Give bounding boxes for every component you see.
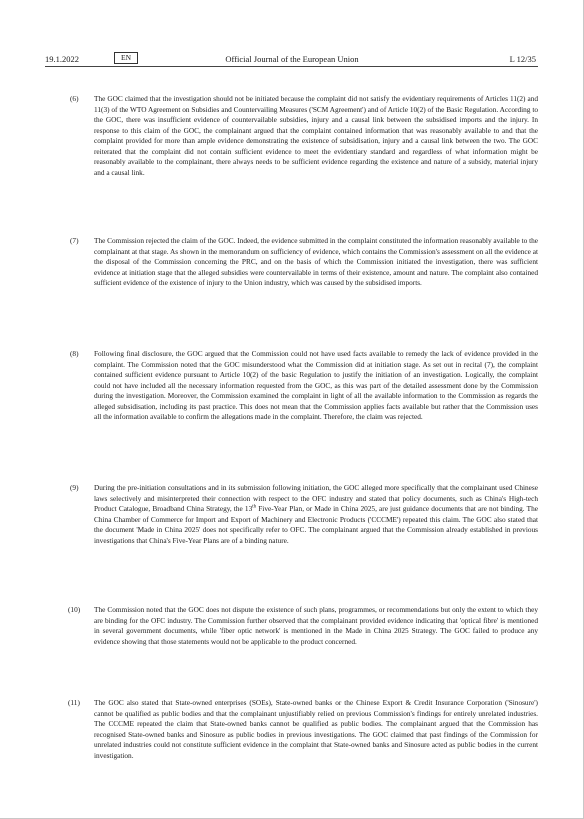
recital-text bbox=[94, 483, 538, 546]
recital-text-part: During the pre-initiation consultations and in its submission following initiation, the GOC alleged more specifically that the complainant used Chinese laws selectively and misinterpreted their connection with respect to the OFC industry and stated that policy documents, such as China's High-tech Product Catalogue, Broadband China Strategy, the 13 bbox=[94, 483, 538, 513]
recital-text: The Commission noted that the GOC does not dispute the existence of such plans, programmes, or recommendations but only the extent to which they are binding for the OFC industry. The Commission further observed that the complainant provided evidence indicating that 'optical fibre' is mentioned in several government documents, while 'fiber optic network' is mentioned in the Made in China 2025 Strategy. The GOC failed to produce any evidence showing that those statements would not be applicable to the product concerned. bbox=[94, 605, 538, 646]
recital-text: The Commission rejected the claim of the GOC. Indeed, the evidence submitted in the complaint constituted the information reasonably available to the complainant at that stage. As shown in the memorandum on sufficiency of evidence, which contains the Commission's assessment on all the evidence at the disposal of the Commission concerning the PRC, and on the basis of which the Commission initiated the investigation, there was sufficient evidence at initiation stage that the alleged subsidies were countervailable in terms of their existence, amount and nature. The complaint also contained sufficient evidence of the existence of injury to the Union industry, which was caused by the subsidised imports. bbox=[94, 236, 538, 287]
recital-text: Following final disclosure, the GOC argued that the Commission could not have used facts available to remedy the lack of evidence provided in the complaint. The Commission noted that the GOC misunderstood what the Commission did at initiation stage. As set out in recital (7), the complaint contained sufficient evidence pursuant to Article 10(2) of the basic Regulation to justify the initiation of an investigation. Logically, the complaint could not have included all the necessary information requested from the GOC, as this was part of the detailed assessment done by the Commission during the investigation. Moreover, the Commission examined the complaint in light of all the available information to the Commission as regards the alleged subsidisation, including its past practice. This does not mean that the Commission applies facts available but rather that the Commission uses all the information available to confirm the allegations made in the complaint. Therefore, the claim was rejected. bbox=[94, 349, 538, 421]
publication-date: 19.1.2022 bbox=[45, 54, 79, 64]
ordinal-suffix: th bbox=[252, 504, 257, 510]
recital-number: (11) bbox=[68, 698, 80, 707]
page-header bbox=[0, 0, 584, 70]
journal-title: Official Journal of the European Union bbox=[225, 54, 359, 64]
recital-text: The GOC also stated that State-owned enterprises (SOEs), State-owned banks or the Chinese Export & Credit Insurance Corporation ('Sinosure') cannot be qualified as public bodies and that the complainant unjustifiably relied on previous Commission's findings for entirely unrelated industries. The CCCME repeated the claim that State-owned banks cannot be qualified as public bodies. The complainant argued that the Commission has recognised State-owned banks and Sinosure as public bodies in previous investigations. The GOC claimed that past findings of the Commission for unrelated industries could not constitute sufficient evidence in the complaint that State-owned banks and Sinosure acted as public bodies in the current investigation. bbox=[94, 698, 538, 760]
recital-number: (8) bbox=[70, 349, 79, 358]
recital-text-part: Five-Year Plan, or Made in China 2025, are just guidance documents that are not binding. The China Chamber of Commerce for Import and Export of Machinery and Electronic Products ('CCCME') repeated this claim. The GOC also stated that the document 'Made in China 2025' does not specifically refer to OFC. The complainant argued that the Commission already established in previous investigations that China's Five-Year Plans are of a binding nature. bbox=[94, 504, 538, 545]
header-divider bbox=[45, 66, 538, 67]
language-badge: EN bbox=[114, 52, 138, 64]
page-reference: L 12/35 bbox=[509, 54, 536, 64]
recital-number: (7) bbox=[70, 236, 79, 245]
recital-number: (10) bbox=[68, 605, 81, 614]
recital-number: (9) bbox=[70, 483, 79, 492]
recital-text: The GOC claimed that the investigation should not be initiated because the complaint did not satisfy the evidentiary requirements of Articles 11(2) and 11(3) of the WTO Agreement on Subsidies and Countervailing Measures ('SCM Agreement') and of Article 10(2) of the Basic Regulation. According to the GOC, there was insufficient evidence of countervailable subsidies, injury and a causal link between the subsidised imports and the injury. In response to this claim of the GOC, the complainant argued that the complaint contained information that was reasonably available to and that the complaint provided for more than ample evidence demonstrating the existence of subsidisation, injury and a causal link between the two. The GOC reiterated that the complaint did not contain sufficient evidence to meet the evidentiary standard and regardless of what information might be reasonably available to the complainant, there always needs to be sufficient evidence regarding the existence and nature of a subsidy, material injury and a causal link. bbox=[94, 94, 538, 177]
recital-number: (6) bbox=[70, 94, 79, 103]
